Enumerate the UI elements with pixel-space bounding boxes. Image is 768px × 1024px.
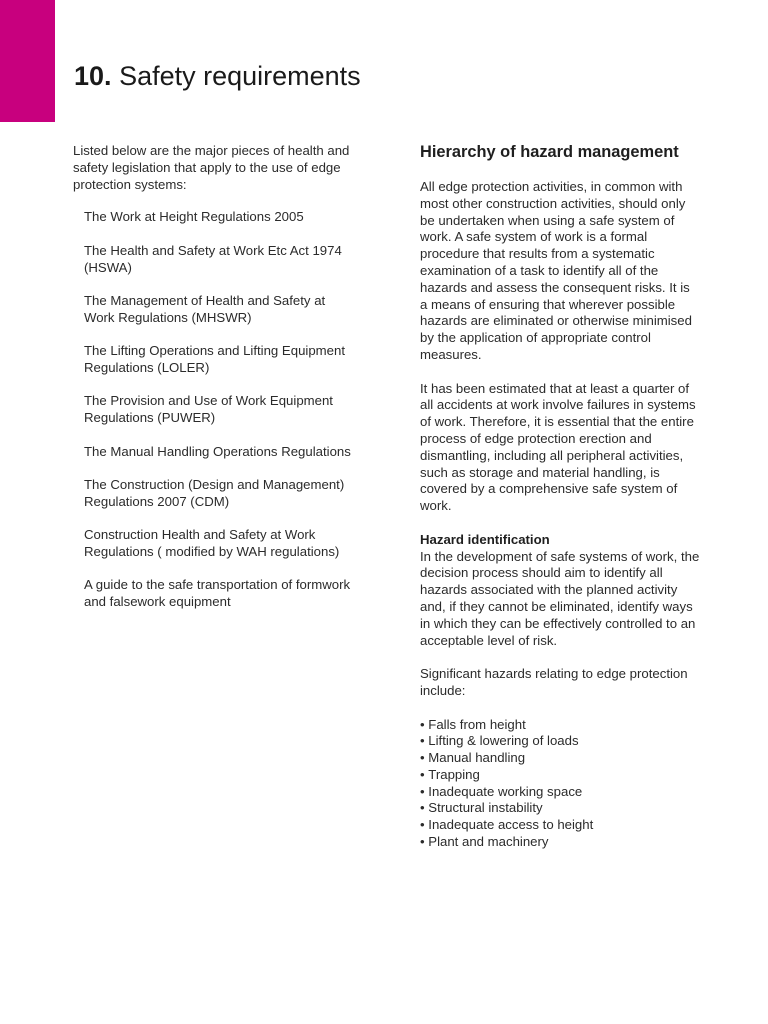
- section-heading: Hierarchy of hazard management: [420, 143, 679, 161]
- list-item: The Construction (Design and Management) Regulations 2007 (CDM): [84, 476, 345, 509]
- list-item: The Work at Height Regulations 2005: [84, 209, 304, 225]
- intro-paragraph: Listed below are the major pieces of health and safety legislation that apply to the use of edge protection systems:: [73, 143, 350, 192]
- accent-bar: [0, 0, 55, 122]
- list-item: • Inadequate access to height: [420, 817, 700, 834]
- subheading: Hazard identification: [420, 531, 550, 547]
- list-item: The Provision and Use of Work Equipment Regulations (PUWER): [84, 393, 333, 426]
- list-item: A guide to the safe transportation of formwork and falsework equipment: [84, 577, 351, 610]
- paragraph: All edge protection activities, in common with most other construction activities, should only be undertaken when using a safe system of work. A safe system of work is a formal procedure that results from a systematic examination of a task to identify all of the hazards and assess the consequent risks. It is a means of ensuring that wherever possible hazards are eliminated or otherwise minimised by the application of appropriate control measures.: [420, 179, 692, 362]
- hazard-list: [420, 717, 700, 851]
- list-item: Construction Health and Safety at Work Regulations ( modified by WAH regulations): [84, 527, 340, 559]
- paragraph: Significant hazards relating to edge protection include:: [420, 666, 688, 698]
- list-item: The Lifting Operations and Lifting Equipment Regulations (LOLER): [84, 343, 345, 375]
- list-item: • Lifting & lowering of loads: [420, 733, 700, 750]
- list-item: • Manual handling: [420, 750, 700, 767]
- legislation-list: [73, 209, 358, 611]
- list-item: • Inadequate working space: [420, 784, 700, 801]
- list-item: The Health and Safety at Work Etc Act 1974 (HSWA): [84, 242, 342, 275]
- list-item: The Management of Health and Safety at Work Regulations (MHSWR): [84, 292, 326, 325]
- right-column: [420, 141, 700, 851]
- left-column: [73, 143, 358, 627]
- section-number: 10.: [74, 61, 112, 91]
- paragraph: It has been estimated that at least a quarter of all accidents at work involve failures in systems of work. Therefore, it is essential that the entire process of edge protection erection and dismantling, including all peripheral activities, such as storage and material handling, is covered by a comprehensive safe system of work.: [420, 380, 696, 514]
- list-item: • Structural instability: [420, 800, 700, 817]
- paragraph: In the development of safe systems of work, the decision process should aim to identify all hazards associated with the planned activity and, if they cannot be eliminated, identify ways in which they can be effectively controlled to an acceptable level of risk.: [420, 548, 700, 648]
- list-item: The Manual Handling Operations Regulations: [84, 443, 351, 459]
- section-title: Safety requirements: [119, 61, 361, 91]
- list-item: • Trapping: [420, 767, 700, 784]
- list-item: • Plant and machinery: [420, 834, 700, 851]
- list-item: • Falls from height: [420, 717, 700, 734]
- page-title: [74, 58, 361, 94]
